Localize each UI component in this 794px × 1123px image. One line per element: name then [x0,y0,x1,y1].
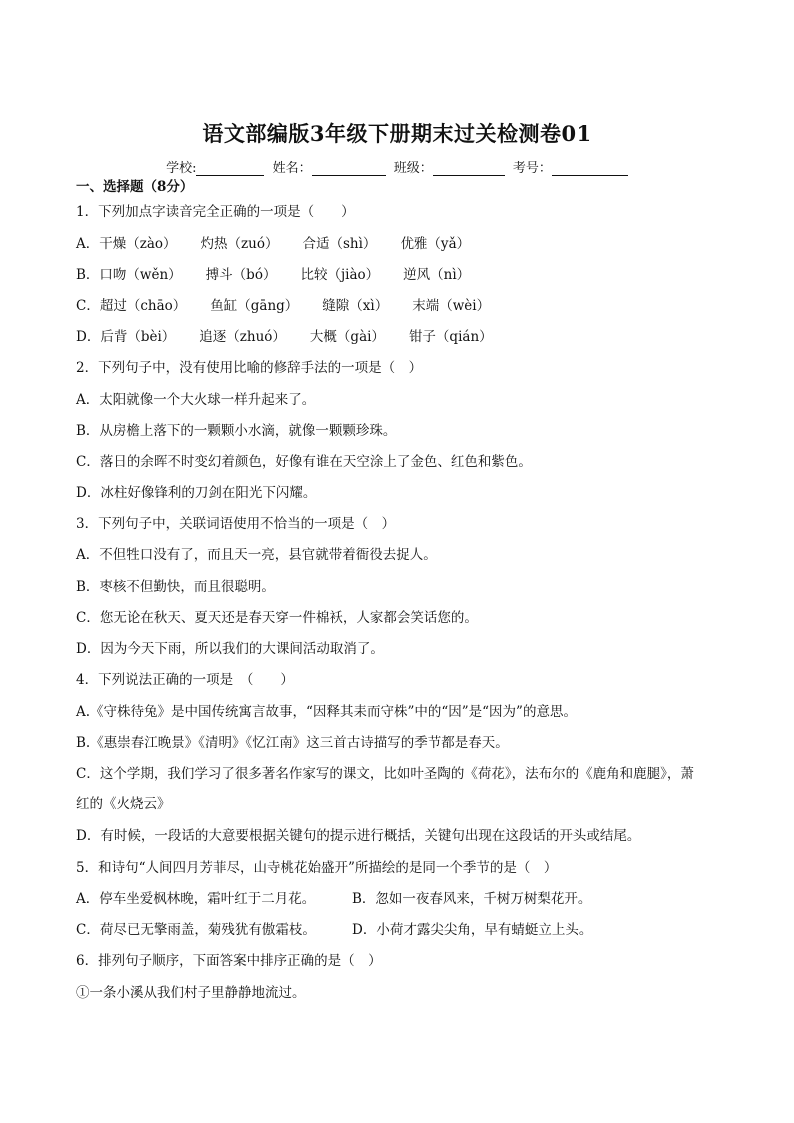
class-field: 班级： [394,157,505,176]
question-3-stem: 3．下列句子中，关联词语使用不恰当的一项是（ ） [76,516,396,532]
question-5-stem: 5．和诗句“人间四月芳菲尽，山寺桃花始盛开”所描绘的是同一个季节的是（ ） [76,860,558,876]
name-blank[interactable] [312,161,386,176]
question-4-option-b[interactable]: B.《惠崇春江晚景》《清明》《忆江南》这三首古诗描写的季节都是春天。 [76,735,509,751]
exam-number-field: 考号： [513,157,628,176]
question-1-option-b[interactable]: B．口吻（wěn） 搏斗（bó） 比较（jiào） 逆风（nì） [76,267,471,283]
question-2-option-a[interactable]: A．太阳就像一个大火球一样升起来了。 [76,392,316,408]
question-4-stem: 4．下列说法正确的一项是 （ ） [76,672,294,688]
school-field: 学校: [166,157,264,176]
question-2-stem: 2．下列句子中，没有使用比喻的修辞手法的一项是（ ） [76,360,423,376]
question-4-option-c-continued[interactable]: 红的《火烧云》 [76,796,171,812]
question-5-option-a[interactable]: A．停车坐爱枫林晚，霜叶红于二月花。 [76,891,316,907]
exam-number-blank[interactable] [552,161,628,176]
question-2-option-c[interactable]: C．落日的余晖不时变幻着颜色，好像有谁在天空涂上了金色、红色和紫色。 [76,454,532,470]
question-5-options-row-1 [76,890,591,908]
school-blank[interactable] [196,161,264,176]
question-6-sentence-1: ①一条小溪从我们村子里静静地流过。 [76,985,306,1001]
question-3-option-b[interactable]: B．枣核不但勤快，而且很聪明。 [76,579,275,595]
question-5-option-b[interactable]: B．忽如一夜春风来，千树万树梨花开。 [352,891,592,907]
question-3-option-d[interactable]: D．因为今天下雨，所以我们的大课间活动取消了。 [76,641,384,657]
page-title: 语文部编版3年级下册期末过关检测卷01 [202,121,592,146]
question-1-option-c[interactable]: C．超过（chāo） 鱼缸（gāng） 缝隙（xì） 末端（wèi） [76,298,491,314]
name-field: 姓名： [273,157,386,176]
question-1-option-d[interactable]: D．后背（bèi） 追逐（zhuó） 大概（gài） 钳子（qián） [76,329,493,345]
student-info-line [0,157,794,176]
question-1-option-a[interactable]: A．干燥（zào） 灼热（zuó） 合适（shì） 优雅（yǎ） [76,236,471,252]
question-3-option-a[interactable]: A．不但牲口没有了，而且天一亮，县官就带着衙役去捉人。 [76,547,437,563]
question-5-option-d[interactable]: D．小荷才露尖尖角，早有蜻蜓立上头。 [352,922,593,938]
question-2-option-d[interactable]: D．冰柱好像锋利的刀剑在阳光下闪耀。 [76,485,317,501]
question-6-stem: 6．排列句子顺序，下面答案中排序正确的是（ ） [76,953,382,969]
question-1-stem: 1．下列加点字读音完全正确的一项是（ ） [76,204,355,220]
class-blank[interactable] [433,161,505,176]
question-4-option-d[interactable]: D．有时候，一段话的大意要根据关键句的提示进行概括，关键句出现在这段话的开头或结尾。 [76,828,641,844]
question-5-options-row-2 [76,921,592,939]
question-4-option-a[interactable]: A.《守株待兔》是中国传统寓言故事，“因释其耒而守株”中的“因”是“因为”的意思。 [76,704,577,720]
question-3-option-c[interactable]: C．您无论在秋天、夏天还是春天穿一件棉袄，人家都会笑话您的。 [76,610,478,626]
question-2-option-b[interactable]: B．从房檐上落下的一颗颗小水滴，就像一颗颗珍珠。 [76,423,397,439]
section-heading: 一、选择题（8分） [76,179,194,195]
question-4-option-c[interactable]: C．这个学期，我们学习了很多著名作家写的课文，比如叶圣陶的《荷花》，法布尔的《鹿角和鹿腿》，萧 [76,766,694,782]
question-5-option-c[interactable]: C．荷尽已无擎雨盖，菊残犹有傲霜枝。 [76,922,316,938]
